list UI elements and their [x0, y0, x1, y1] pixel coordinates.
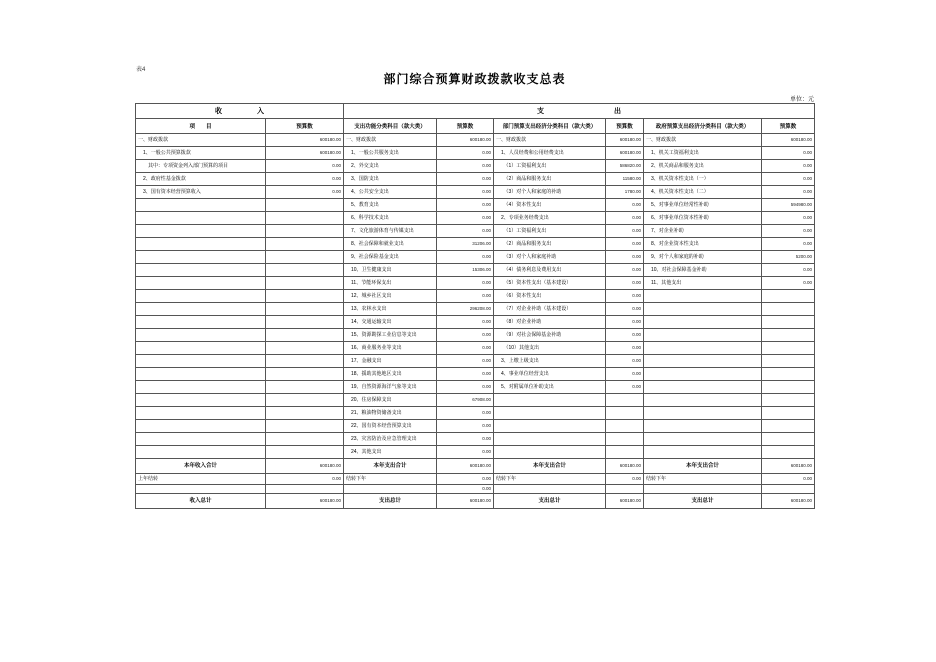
label-cell	[136, 277, 266, 290]
header-budget: 预算数	[266, 119, 344, 134]
value-cell: 0.00	[606, 277, 644, 290]
label-cell	[136, 264, 266, 277]
summary-row	[136, 459, 815, 474]
value-cell	[266, 446, 344, 459]
value-cell	[606, 433, 644, 446]
label-cell: 19、自然资源海洋气象等支出	[344, 381, 437, 394]
label-cell: 本年支出合计	[494, 459, 606, 474]
value-cell	[762, 420, 815, 433]
value-cell: 0.00	[606, 355, 644, 368]
label-cell: 一、财政拨款	[344, 134, 437, 147]
value-cell: 0.00	[437, 355, 494, 368]
value-cell: 0.00	[437, 160, 494, 173]
label-cell: 一、财政拨款	[136, 134, 266, 147]
label-cell: （2）商品和服务支出	[494, 173, 606, 186]
value-cell	[266, 303, 344, 316]
label-cell	[136, 446, 266, 459]
value-cell	[762, 355, 815, 368]
label-cell	[494, 407, 606, 420]
value-cell	[266, 199, 344, 212]
header-item: 项 目	[136, 119, 266, 134]
label-cell	[136, 199, 266, 212]
label-cell: 10、卫生健康支出	[344, 264, 437, 277]
label-cell	[644, 342, 762, 355]
label-cell: 1、一般公共预算拨款	[136, 147, 266, 160]
value-cell	[762, 446, 815, 459]
value-cell: 0.00	[762, 173, 815, 186]
value-cell	[266, 225, 344, 238]
value-cell	[266, 355, 344, 368]
label-cell: 其中：专项资金列入部门预算的项目	[136, 160, 266, 173]
label-cell: 4、机关资本性支出（二）	[644, 186, 762, 199]
label-cell: 8、对企业资本性支出	[644, 238, 762, 251]
value-cell	[606, 394, 644, 407]
value-cell: 0.00	[606, 251, 644, 264]
label-cell: （7）对企业补助（基本建设）	[494, 303, 606, 316]
label-cell: 1、人员经费和公用经费支出	[494, 147, 606, 160]
label-cell: 11、节能环保支出	[344, 277, 437, 290]
label-cell	[136, 368, 266, 381]
value-cell: 296208.00	[437, 303, 494, 316]
label-cell: 8、社会保障和就业支出	[344, 238, 437, 251]
label-cell	[136, 407, 266, 420]
label-cell: 24、其他支出	[344, 446, 437, 459]
label-cell: 2、外交支出	[344, 160, 437, 173]
value-cell: 600180.00	[437, 494, 494, 509]
value-cell: 0.00	[606, 264, 644, 277]
summary-row	[136, 494, 815, 509]
value-cell: 600180.00	[606, 134, 644, 147]
label-cell: （3）对个人和家庭补助	[494, 251, 606, 264]
label-cell	[136, 420, 266, 433]
budget-table	[135, 103, 815, 509]
label-cell	[136, 381, 266, 394]
label-cell: 3、国有资本经营预算收入	[136, 186, 266, 199]
value-cell: 0.00	[437, 173, 494, 186]
table-row	[136, 407, 815, 420]
header-budget: 预算数	[437, 119, 494, 134]
label-cell: 4、事业单位经营支出	[494, 368, 606, 381]
expenditure-group-header: 支 出	[344, 104, 815, 119]
value-cell	[606, 485, 644, 494]
label-cell	[494, 433, 606, 446]
label-cell	[136, 394, 266, 407]
label-cell: 5、教育支出	[344, 199, 437, 212]
label-cell: 9、对个人和家庭的补助	[644, 251, 762, 264]
value-cell: 600180.00	[762, 459, 815, 474]
label-cell: 2、专项业务经费支出	[494, 212, 606, 225]
label-cell: 21、粮油物资储备支出	[344, 407, 437, 420]
table-body	[136, 134, 815, 459]
page-title: 部门综合预算财政拨款收支总表	[383, 72, 566, 86]
value-cell: 0.00	[606, 368, 644, 381]
value-cell	[266, 277, 344, 290]
income-group-header: 收 入	[136, 104, 344, 119]
label-cell: （4）资本性支出	[494, 199, 606, 212]
value-cell	[762, 394, 815, 407]
label-cell: 6、对事业单位资本性补助	[644, 212, 762, 225]
value-cell	[762, 368, 815, 381]
label-cell: （4）债务利息及费用支出	[494, 264, 606, 277]
value-cell: 0.00	[606, 329, 644, 342]
label-cell	[644, 290, 762, 303]
label-cell: 14、交通运输支出	[344, 316, 437, 329]
value-cell	[266, 420, 344, 433]
value-cell: 0.00	[606, 381, 644, 394]
summary-row	[136, 485, 815, 494]
value-cell	[266, 485, 344, 494]
value-cell: 600180.00	[437, 134, 494, 147]
value-cell: 600180.00	[606, 147, 644, 160]
table-row	[136, 433, 815, 446]
table-row	[136, 329, 815, 342]
value-cell	[606, 407, 644, 420]
table-row	[136, 446, 815, 459]
label-cell	[644, 485, 762, 494]
label-cell: 1、机关工资福利支出	[644, 147, 762, 160]
label-cell: （1）工资福利支出	[494, 160, 606, 173]
value-cell: 0.00	[762, 238, 815, 251]
value-cell	[606, 446, 644, 459]
label-cell: 本年收入合计	[136, 459, 266, 474]
value-cell: 586820.00	[606, 160, 644, 173]
label-cell: 3、上缴上级支出	[494, 355, 606, 368]
value-cell: 0.00	[606, 290, 644, 303]
label-cell: 2、政府性基金拨款	[136, 173, 266, 186]
value-cell	[266, 342, 344, 355]
label-cell	[494, 485, 606, 494]
header-gov-econ-class: 政府预算支出经济分类科目（款大类）	[644, 119, 762, 134]
value-cell: 0.00	[437, 290, 494, 303]
value-cell	[266, 368, 344, 381]
value-cell: 0.00	[437, 381, 494, 394]
value-cell: 0.00	[437, 225, 494, 238]
label-cell: 20、住房保障支出	[344, 394, 437, 407]
value-cell	[266, 238, 344, 251]
label-cell	[136, 433, 266, 446]
value-cell: 600180.00	[762, 494, 815, 509]
group-header-row	[136, 104, 815, 119]
label-cell: （6）资本性支出	[494, 290, 606, 303]
label-cell: 7、文化旅游体育与传媒支出	[344, 225, 437, 238]
table-row	[136, 303, 815, 316]
value-cell	[762, 342, 815, 355]
label-cell: 本年支出合计	[344, 459, 437, 474]
value-cell	[762, 407, 815, 420]
table-row	[136, 381, 815, 394]
label-cell: 18、援助其他地区支出	[344, 368, 437, 381]
value-cell	[266, 212, 344, 225]
value-cell: 0.00	[266, 160, 344, 173]
value-cell	[762, 329, 815, 342]
label-cell: 支出总计	[644, 494, 762, 509]
value-cell: 0.00	[762, 277, 815, 290]
value-cell: 0.00	[437, 329, 494, 342]
value-cell: 594980.00	[762, 199, 815, 212]
label-cell	[644, 433, 762, 446]
label-cell	[136, 329, 266, 342]
value-cell: 0.00	[762, 186, 815, 199]
value-cell: 0.00	[437, 368, 494, 381]
table-row	[136, 290, 815, 303]
label-cell: 结转下年	[644, 474, 762, 485]
table-row	[136, 238, 815, 251]
label-cell: 11、其他支出	[644, 277, 762, 290]
label-cell: 上年结转	[136, 474, 266, 485]
table-row	[136, 264, 815, 277]
label-cell: 一、财政拨款	[494, 134, 606, 147]
label-cell: （10）其他支出	[494, 342, 606, 355]
value-cell: 15306.00	[437, 264, 494, 277]
label-cell: 22、国有资本经营预算支出	[344, 420, 437, 433]
value-cell: 600180.00	[762, 134, 815, 147]
column-header-row	[136, 119, 815, 134]
label-cell: 结转下年	[344, 474, 437, 485]
label-cell	[136, 316, 266, 329]
value-cell: 0.00	[437, 316, 494, 329]
label-cell	[136, 212, 266, 225]
header-function-class: 支出功能分类科目（款大类）	[344, 119, 437, 134]
table-row	[136, 225, 815, 238]
value-cell	[266, 264, 344, 277]
label-cell: （1）工资福利支出	[494, 225, 606, 238]
table-header	[136, 104, 815, 134]
label-cell: （8）对企业补助	[494, 316, 606, 329]
value-cell: 0.00	[606, 199, 644, 212]
summary-row	[136, 474, 815, 485]
value-cell	[762, 381, 815, 394]
value-cell: 600180.00	[606, 459, 644, 474]
value-cell: 0.00	[606, 212, 644, 225]
table-row	[136, 199, 815, 212]
value-cell: 600180.00	[437, 459, 494, 474]
label-cell: 支出总计	[344, 494, 437, 509]
label-cell: 2、机关商品和服务支出	[644, 160, 762, 173]
value-cell	[266, 381, 344, 394]
label-cell	[494, 446, 606, 459]
label-cell: （5）资本性支出（基本建设）	[494, 277, 606, 290]
label-cell	[136, 290, 266, 303]
value-cell: 5200.00	[762, 251, 815, 264]
value-cell: 0.00	[762, 147, 815, 160]
table-row	[136, 342, 815, 355]
label-cell: 3、机关资本性支出（一）	[644, 173, 762, 186]
label-cell: 12、城乡社区支出	[344, 290, 437, 303]
sheet-label: 表4	[136, 67, 146, 73]
table-row	[136, 316, 815, 329]
label-cell: 16、商业服务业等支出	[344, 342, 437, 355]
header-dept-econ-class: 部门预算支出经济分类科目（款大类）	[494, 119, 606, 134]
value-cell: 0.00	[437, 251, 494, 264]
value-cell	[762, 303, 815, 316]
value-cell: 0.00	[437, 420, 494, 433]
label-cell	[644, 368, 762, 381]
table-row	[136, 186, 815, 199]
value-cell: 0.00	[606, 303, 644, 316]
value-cell: 0.00	[762, 474, 815, 485]
table-row	[136, 134, 815, 147]
value-cell	[266, 329, 344, 342]
value-cell: 0.00	[266, 474, 344, 485]
label-cell	[136, 485, 266, 494]
label-cell	[644, 355, 762, 368]
label-cell: 4、公共安全支出	[344, 186, 437, 199]
table-row	[136, 420, 815, 433]
label-cell	[136, 342, 266, 355]
label-cell: 6、科学技术支出	[344, 212, 437, 225]
table-row	[136, 160, 815, 173]
label-cell: 一、财政拨款	[644, 134, 762, 147]
label-cell	[644, 394, 762, 407]
label-cell: 1、一般公共服务支出	[344, 147, 437, 160]
value-cell: 0.00	[437, 199, 494, 212]
table-summary	[136, 459, 815, 509]
header-budget: 预算数	[762, 119, 815, 134]
label-cell: 3、国防支出	[344, 173, 437, 186]
label-cell: 收入总计	[136, 494, 266, 509]
label-cell: 17、金融支出	[344, 355, 437, 368]
table-row	[136, 212, 815, 225]
table-row	[136, 277, 815, 290]
label-cell	[136, 238, 266, 251]
value-cell	[266, 290, 344, 303]
value-cell: 600180.00	[266, 134, 344, 147]
value-cell	[762, 433, 815, 446]
table-row	[136, 173, 815, 186]
value-cell: 0.00	[606, 316, 644, 329]
label-cell: 13、农林水支出	[344, 303, 437, 316]
value-cell: 0.00	[437, 474, 494, 485]
value-cell	[266, 407, 344, 420]
value-cell: 0.00	[437, 277, 494, 290]
value-cell: 600180.00	[266, 459, 344, 474]
value-cell: 0.00	[606, 474, 644, 485]
value-cell: 67908.00	[437, 394, 494, 407]
value-cell	[266, 251, 344, 264]
value-cell: 600180.00	[266, 147, 344, 160]
label-cell: 5、对附属单位补助支出	[494, 381, 606, 394]
value-cell: 31206.00	[437, 238, 494, 251]
label-cell: （3）对个人和家庭的补助	[494, 186, 606, 199]
value-cell	[266, 316, 344, 329]
value-cell: 0.00	[266, 173, 344, 186]
value-cell: 0.00	[437, 342, 494, 355]
value-cell	[266, 394, 344, 407]
table-row	[136, 394, 815, 407]
value-cell	[266, 433, 344, 446]
label-cell	[136, 355, 266, 368]
label-cell	[644, 316, 762, 329]
value-cell	[762, 485, 815, 494]
label-cell: （9）对社会保障基金补助	[494, 329, 606, 342]
value-cell: 0.00	[437, 433, 494, 446]
table-row	[136, 251, 815, 264]
table-row	[136, 368, 815, 381]
value-cell: 0.00	[606, 225, 644, 238]
value-cell: 0.00	[437, 147, 494, 160]
label-cell	[644, 329, 762, 342]
value-cell: 0.00	[437, 485, 494, 494]
label-cell: 结转下年	[494, 474, 606, 485]
label-cell: （2）商品和服务支出	[494, 238, 606, 251]
value-cell: 0.00	[762, 264, 815, 277]
label-cell	[644, 407, 762, 420]
unit-note: 单位：元	[789, 97, 814, 103]
label-cell: 10、对社会保障基金补助	[644, 264, 762, 277]
value-cell: 0.00	[437, 407, 494, 420]
value-cell: 0.00	[266, 186, 344, 199]
label-cell	[136, 303, 266, 316]
label-cell: 本年支出合计	[644, 459, 762, 474]
value-cell: 0.00	[762, 225, 815, 238]
label-cell	[344, 485, 437, 494]
label-cell	[494, 420, 606, 433]
label-cell	[136, 251, 266, 264]
value-cell: 1780.00	[606, 186, 644, 199]
value-cell: 0.00	[606, 238, 644, 251]
label-cell	[644, 381, 762, 394]
label-cell: 9、社会保险基金支出	[344, 251, 437, 264]
value-cell	[606, 420, 644, 433]
label-cell	[644, 420, 762, 433]
label-cell: 23、灾害防治及应急管理支出	[344, 433, 437, 446]
header-budget: 预算数	[606, 119, 644, 134]
label-cell	[136, 225, 266, 238]
value-cell: 11580.00	[606, 173, 644, 186]
label-cell: 15、资源勘探工业信息等支出	[344, 329, 437, 342]
value-cell: 0.00	[437, 446, 494, 459]
label-cell: 7、对企业补助	[644, 225, 762, 238]
value-cell	[762, 290, 815, 303]
label-cell: 支出总计	[494, 494, 606, 509]
value-cell: 0.00	[437, 212, 494, 225]
value-cell	[762, 316, 815, 329]
label-cell	[644, 303, 762, 316]
value-cell: 600180.00	[606, 494, 644, 509]
value-cell: 0.00	[762, 212, 815, 225]
table-row	[136, 147, 815, 160]
value-cell: 0.00	[762, 160, 815, 173]
label-cell	[644, 446, 762, 459]
table-row	[136, 355, 815, 368]
value-cell: 0.00	[437, 186, 494, 199]
label-cell: 5、对事业单位经常性补助	[644, 199, 762, 212]
label-cell	[494, 394, 606, 407]
value-cell: 600180.00	[266, 494, 344, 509]
value-cell: 0.00	[606, 342, 644, 355]
